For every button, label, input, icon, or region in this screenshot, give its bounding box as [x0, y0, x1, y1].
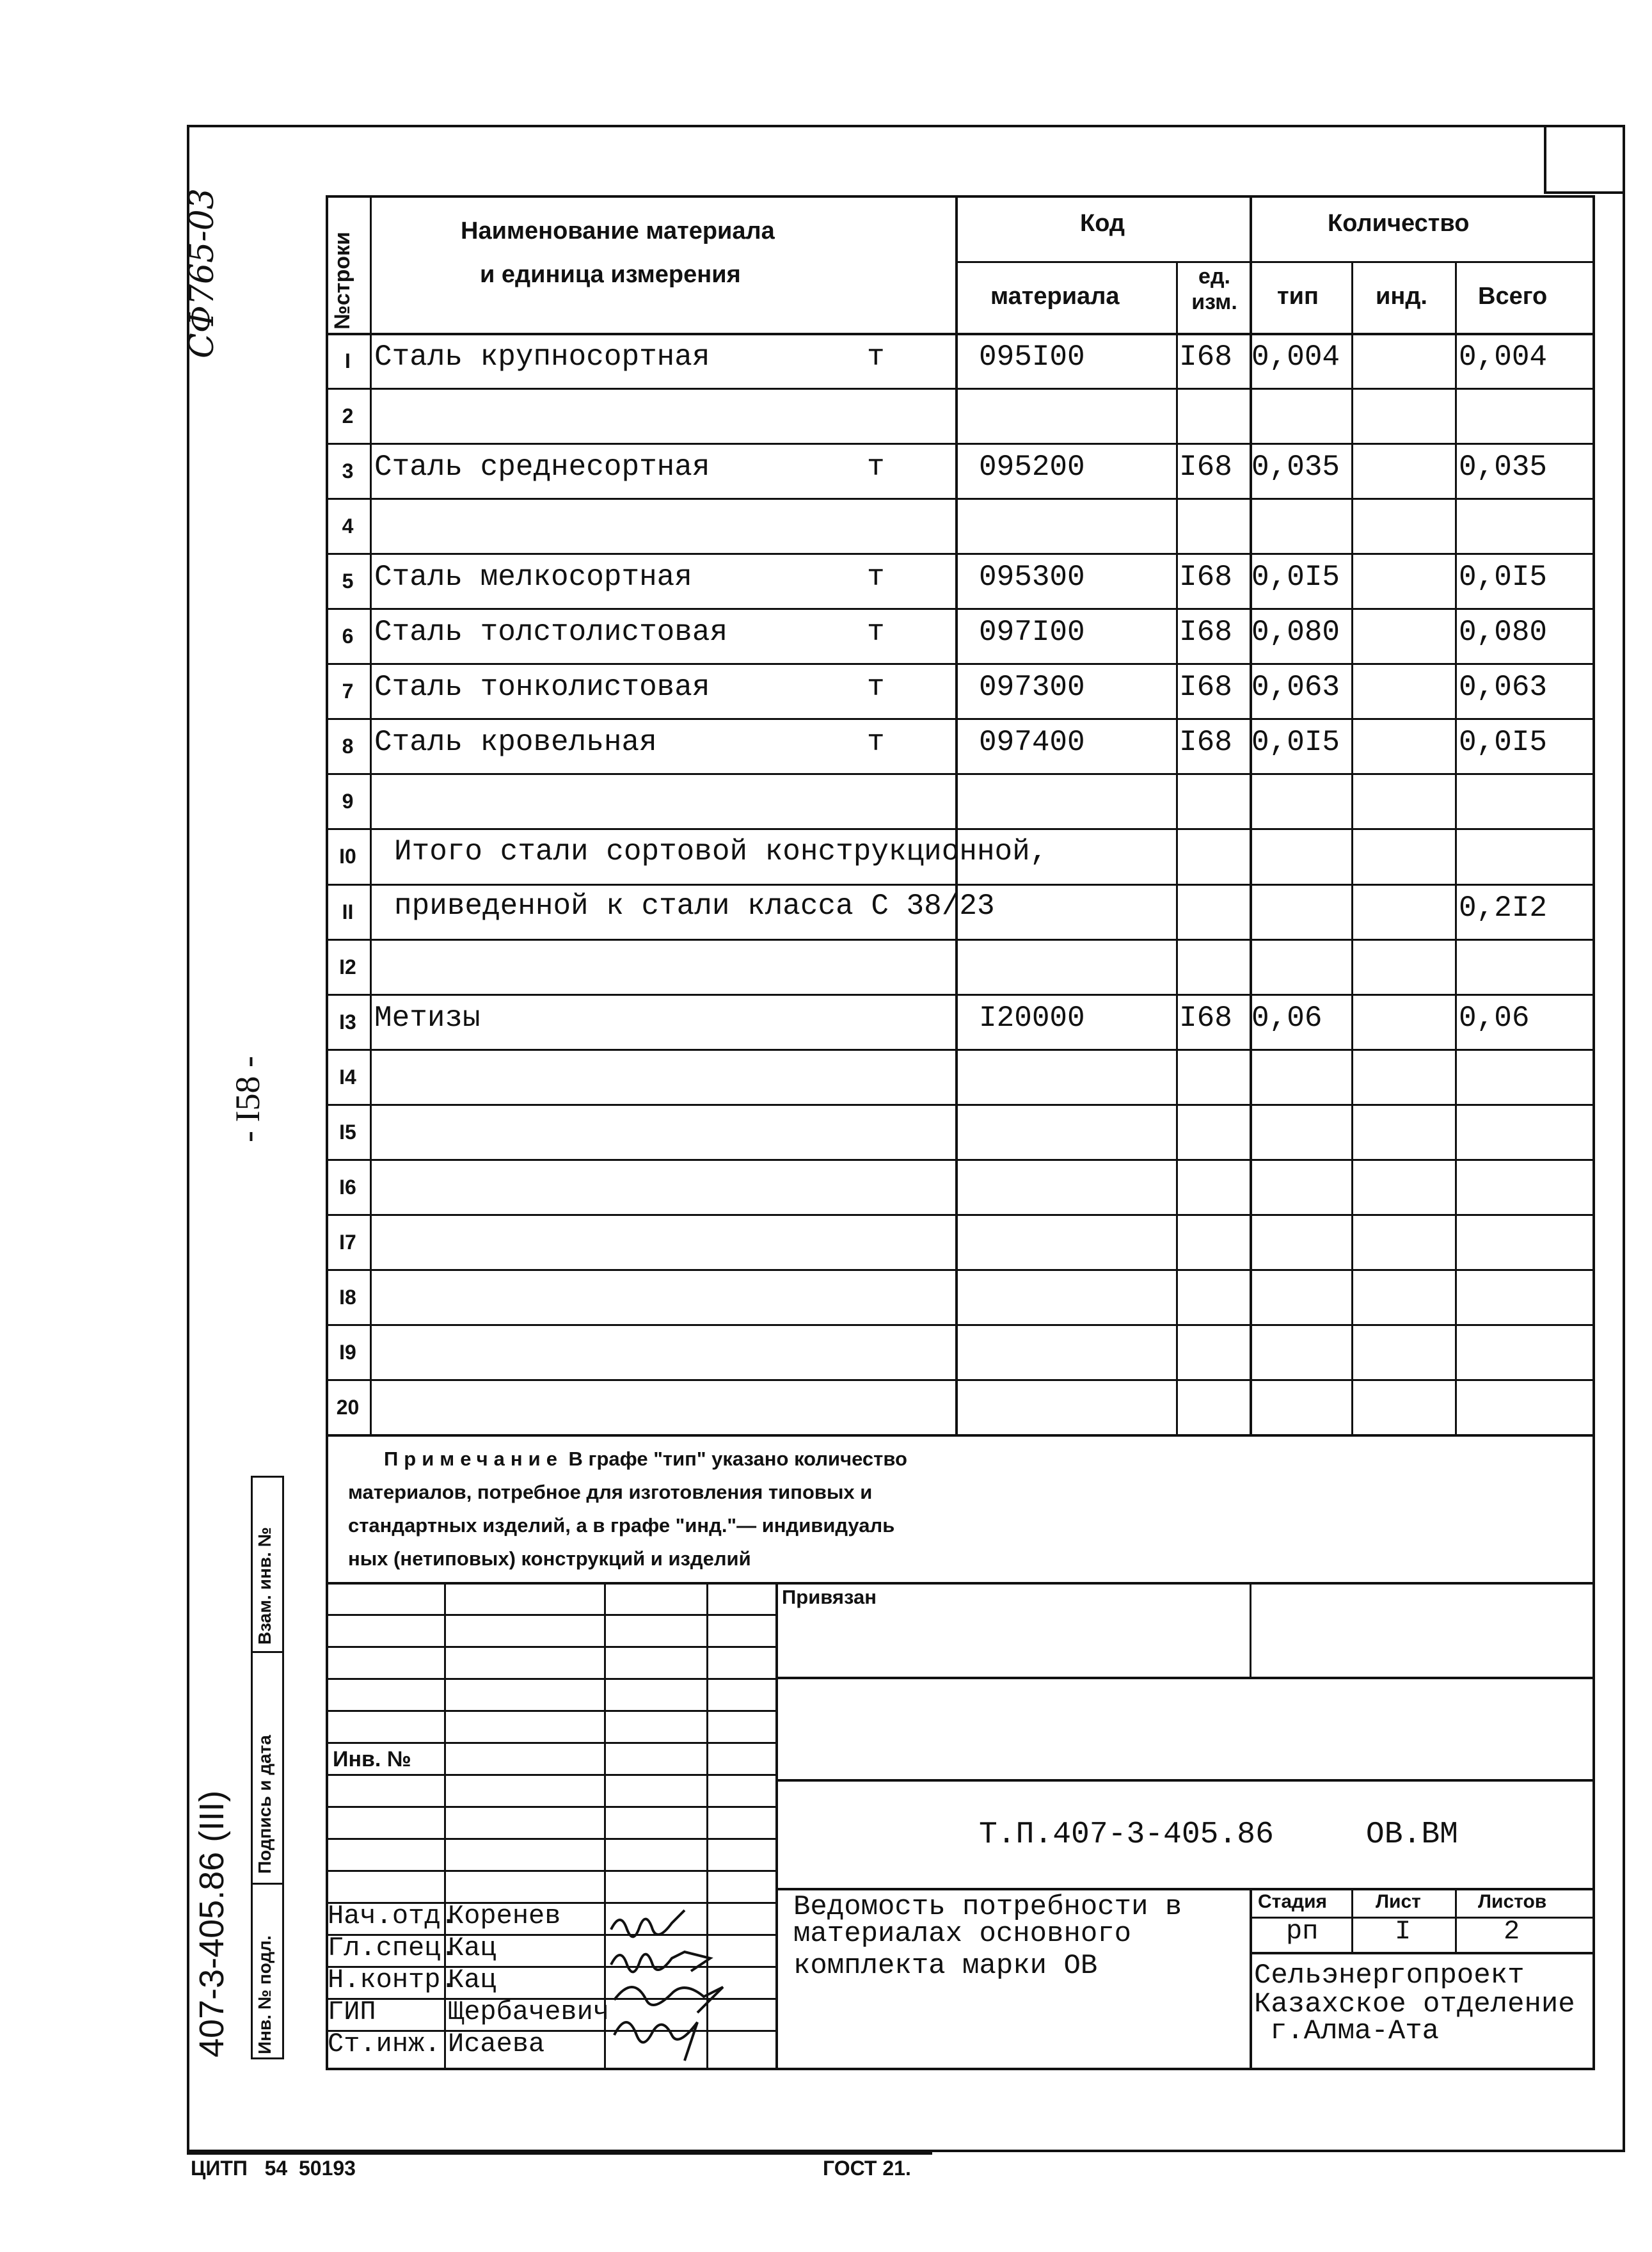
cell-n: 6	[342, 625, 354, 648]
cell-total: 0,0I5	[1459, 561, 1548, 595]
stamp-row	[326, 1838, 775, 1840]
stamp-row	[1250, 1952, 1595, 1954]
col-line	[1250, 195, 1252, 1434]
table-row-divider	[326, 1049, 1595, 1051]
stamp-top	[326, 1582, 1595, 1585]
cell-n: I6	[339, 1175, 356, 1199]
side-label-podpis-data: Подпись и дата	[255, 1735, 274, 1874]
stamp-stage-label: Стадия	[1258, 1891, 1328, 1912]
cell-ed: I68	[1179, 726, 1232, 760]
cell-ed: I68	[1179, 451, 1232, 484]
stamp-person-name: Щербачевич	[448, 1997, 610, 2027]
cell-ed: I68	[1179, 1001, 1232, 1035]
table-row-divider	[326, 553, 1595, 555]
stamp-org-line3: г.Алма-Ата	[1270, 2015, 1440, 2047]
stamp-stage: рп	[1286, 1916, 1319, 1947]
cell-name: Сталь крупносортная	[374, 340, 710, 374]
cell-name: Сталь кровельная	[374, 726, 657, 760]
stamp-row	[326, 1742, 775, 1744]
corner-box	[1544, 125, 1625, 194]
cell-total: 0,035	[1459, 451, 1548, 484]
table-row-divider	[326, 388, 1595, 390]
table-row-divider	[326, 1104, 1595, 1106]
stamp-sheet-label: Лист	[1376, 1891, 1421, 1912]
stamp-org-line2: Казахское отделение	[1254, 1988, 1575, 2020]
header-row-number: №строки	[330, 232, 354, 330]
table-row-divider	[326, 608, 1595, 610]
side-label-inv-podl: Инв. № подл.	[255, 1935, 274, 2054]
footer-center: ГОСТ 21.	[823, 2157, 911, 2180]
stamp-col	[1250, 1582, 1251, 1677]
cell-n: 9	[342, 790, 354, 813]
note-line4: ных (нетиповых) конструкций и изделий	[348, 1547, 751, 1570]
table-row-divider	[326, 663, 1595, 665]
cell-type: 0,06	[1251, 1001, 1322, 1035]
stamp-title-line1: Ведомость потребности в	[793, 1891, 1182, 1923]
stamp-role: Гл.спец.	[328, 1933, 457, 1963]
col-line	[1176, 261, 1178, 1434]
cell-ed: I68	[1179, 561, 1232, 595]
header-name-line1: Наименование материала	[461, 218, 775, 244]
summary-line2: приведенной к стали класса С 38/23	[394, 890, 995, 923]
cell-unit: т	[867, 561, 885, 595]
cell-code: 095300	[979, 561, 1085, 595]
table-row-divider	[326, 884, 1595, 886]
note-label: Примечание	[384, 1448, 563, 1470]
header-code-material: материала	[990, 283, 1120, 310]
cell-n: 3	[342, 459, 354, 483]
stamp-col	[444, 1582, 446, 2070]
cell-code: 095I00	[979, 340, 1085, 374]
cell-type: 0,080	[1251, 616, 1340, 650]
cell-code: 097300	[979, 671, 1085, 705]
cell-n: II	[342, 900, 354, 923]
col-line	[1351, 261, 1353, 1434]
stamp-row	[326, 1614, 775, 1616]
stamp-row	[326, 1646, 775, 1648]
header-q-type: тип	[1277, 283, 1319, 310]
stamp-sheet: I	[1395, 1916, 1411, 1947]
stamp-row	[326, 1870, 775, 1872]
cell-total: 0,0I5	[1459, 726, 1548, 760]
table-row-divider	[326, 443, 1595, 445]
cell-unit: т	[867, 616, 885, 650]
cell-n: I3	[339, 1010, 356, 1034]
table-row-divider	[326, 1324, 1595, 1326]
header-code-unit: ед. изм.	[1191, 264, 1237, 314]
cell-code: 097400	[979, 726, 1085, 760]
cell-ed: I68	[1179, 340, 1232, 374]
note-line1	[384, 1448, 907, 1471]
cell-ed: I68	[1179, 616, 1232, 650]
header-q-total: Всего	[1478, 283, 1548, 310]
cell-type: 0,063	[1251, 671, 1340, 705]
cell-name: Метизы	[374, 1001, 481, 1035]
cell-type: 0,0I5	[1251, 726, 1340, 760]
note-line2: материалов, потребное для изготовления типовых и	[348, 1481, 873, 1503]
stamp-role: ГИП	[328, 1997, 376, 2027]
project-id-vertical: 407-3-405.86 (III)	[193, 1790, 231, 2057]
cell-total: 0,004	[1459, 340, 1548, 374]
cell-ed: I68	[1179, 671, 1232, 705]
table-row-divider	[326, 1159, 1595, 1161]
stamp-title-line2: материалах основного	[793, 1918, 1132, 1950]
cell-name: Сталь тонколистовая	[374, 671, 710, 705]
stamp-col	[1250, 1888, 1252, 2070]
note-text: В графе "тип" указано количество	[562, 1448, 907, 1470]
side-divider	[251, 1651, 284, 1653]
stamp-doc-code: Т.П.407-3-405.86 ОВ.ВМ	[979, 1817, 1458, 1852]
cell-n: 2	[342, 404, 354, 428]
table-row-divider	[326, 828, 1595, 830]
stamp-title-line3: комплекта марки ОВ	[793, 1950, 1098, 1982]
cell-n: I7	[339, 1230, 356, 1254]
stamp-row	[326, 1678, 775, 1680]
stamp-row	[775, 1677, 1595, 1679]
stamp-person-name: Кац	[448, 1933, 496, 1963]
stamp-row	[326, 1774, 775, 1776]
stamp-privyazan: Привязан	[782, 1586, 877, 1608]
col-line	[955, 195, 958, 1434]
col-line	[1455, 261, 1457, 1434]
cell-type: 0,035	[1251, 451, 1340, 484]
stamp-row	[326, 1710, 775, 1712]
table-bottom	[326, 1434, 1595, 1437]
table-row-divider	[326, 498, 1595, 500]
header-q-ind: инд.	[1376, 283, 1427, 310]
cell-name: Сталь среднесортная	[374, 451, 710, 484]
cell-n: I0	[339, 845, 356, 868]
stamp-role: Нач.отд.	[328, 1901, 457, 1931]
page-number: - I58 -	[228, 1056, 267, 1142]
cell-n: 4	[342, 515, 354, 538]
stamp-role: Ст.инж.	[328, 2029, 441, 2059]
cell-n: 5	[342, 570, 354, 593]
cell-n: 20	[336, 1395, 360, 1419]
cell-total: 0,063	[1459, 671, 1548, 705]
header-name-line2: и единица измерения	[480, 261, 741, 288]
stamp-row	[775, 1779, 1595, 1782]
margin-code: СФ765-03	[183, 188, 221, 358]
footer-left: ЦИТП 54 50193	[191, 2157, 356, 2180]
table-row-divider	[326, 1214, 1595, 1216]
stamp-inv-no: Инв. №	[333, 1747, 411, 1771]
stamp-sheets: 2	[1504, 1916, 1520, 1947]
cell-n: 8	[342, 735, 354, 758]
stamp-sheets-label: Листов	[1478, 1891, 1547, 1912]
note-line3: стандартных изделий, а в графе "инд."— индивидуаль	[348, 1514, 895, 1537]
stamp-row	[326, 1806, 775, 1808]
cell-name: Сталь мелкосортная	[374, 561, 692, 595]
table-row-divider	[326, 1269, 1595, 1271]
cell-n: I8	[339, 1285, 356, 1309]
stamp-person-name: Исаева	[448, 2029, 545, 2059]
table-row-divider	[326, 939, 1595, 941]
stamp-person-name: Коренев	[448, 1901, 561, 1931]
stamp-org-line1: Сельэнергопроект	[1254, 1960, 1525, 1992]
table-row-divider	[326, 718, 1595, 720]
header-subline	[955, 261, 1592, 263]
cell-n: I4	[339, 1065, 356, 1089]
cell-unit: т	[867, 726, 885, 760]
cell-unit: т	[867, 671, 885, 705]
cell-unit: т	[867, 340, 885, 374]
table-row-divider	[326, 1379, 1595, 1381]
cell-code: I20000	[979, 1001, 1085, 1035]
table-row-divider	[326, 773, 1595, 775]
cell-code: 097I00	[979, 616, 1085, 650]
header-bottom	[326, 333, 1595, 335]
cell-type: 0,0I5	[1251, 561, 1340, 595]
stamp-row	[775, 1888, 1595, 1890]
cell-type: 0,004	[1251, 340, 1340, 374]
header-code: Код	[1080, 210, 1125, 237]
table-row-divider	[326, 994, 1595, 996]
cell-total: 0,06	[1459, 1001, 1530, 1035]
cell-n: I	[345, 349, 351, 372]
stamp-col	[1351, 1888, 1353, 1952]
stamp-role: Н.контр.	[328, 1965, 457, 1995]
cell-total: 0,080	[1459, 616, 1548, 650]
cell-n: I2	[339, 955, 356, 978]
cell-n: 7	[342, 680, 354, 703]
side-divider	[251, 1883, 284, 1885]
cell-code: 095200	[979, 451, 1085, 484]
header-quantity: Количество	[1328, 210, 1470, 237]
stamp-col	[1455, 1888, 1457, 1952]
signature-marks	[608, 1904, 774, 2070]
cell-n: I5	[339, 1120, 356, 1144]
cell-name: Сталь толстолистовая	[374, 616, 728, 650]
summary-line1: Итого стали сортовой конструкционной,	[394, 835, 1048, 868]
footer-line	[187, 2152, 932, 2155]
col-line	[370, 195, 372, 1434]
cell-unit: т	[867, 451, 885, 484]
side-label-vzam-inv: Взам. инв. №	[255, 1527, 274, 1645]
cell-n: I9	[339, 1340, 356, 1364]
stamp-person-name: Кац	[448, 1965, 496, 1995]
cell-total: 0,2I2	[1459, 891, 1548, 925]
stamp-col	[775, 1582, 778, 2070]
